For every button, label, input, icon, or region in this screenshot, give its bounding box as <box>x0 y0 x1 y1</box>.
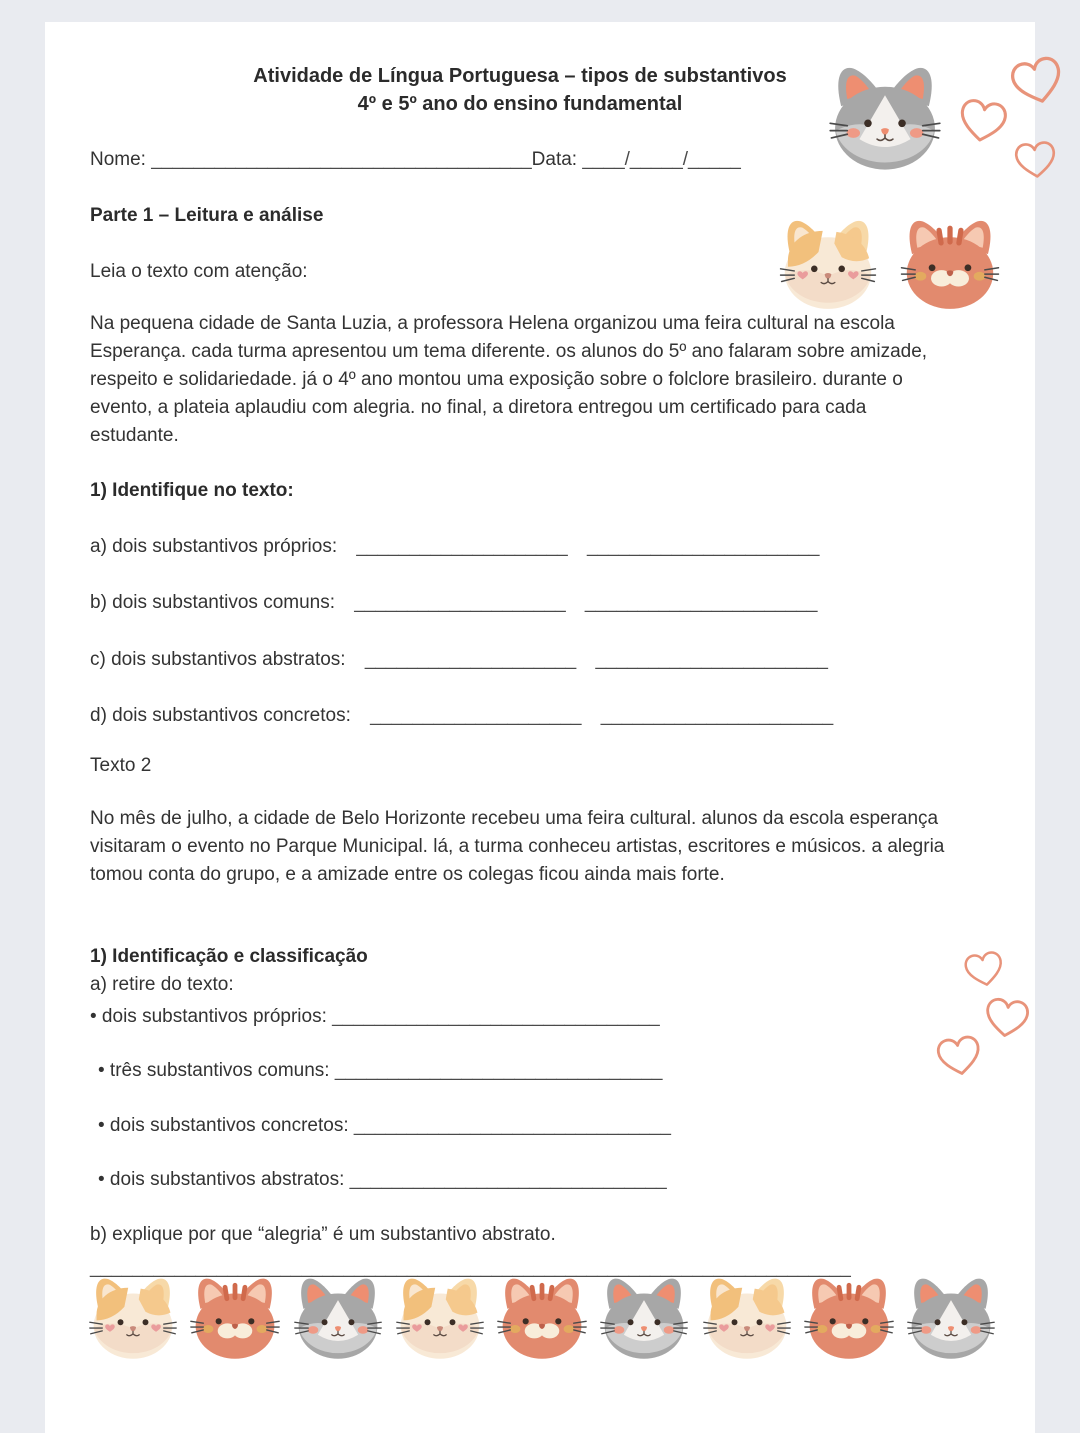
gray-cat-illustration <box>903 1272 999 1361</box>
reading-text-2: No mês de julho, a cidade de Belo Horizonte recebeu uma feira cultural. alunos da escola esperança visitaram o evento no Parque Municipal. lá, a turma conheceu artistas, escritores e músicos. a alegria tomou conta do grupo, e a amizade entre os colegas ficou ainda mais forte. <box>90 808 945 885</box>
question1-item-a <box>90 533 820 561</box>
question2-item-3 <box>90 1112 671 1140</box>
question2-item-3-label: • dois substantivos concretos: <box>98 1115 349 1136</box>
page-title-line1: Atividade de Língua Portuguesa – tipos de substantivos <box>253 65 787 87</box>
blank-line: _______________________________ <box>332 1006 660 1027</box>
question2b-answer-line: ________________________________________________________________________ <box>90 1257 851 1278</box>
cat-border-row <box>85 1272 999 1361</box>
question1-item-d <box>90 702 833 730</box>
question2-item-2 <box>90 1057 662 1085</box>
blank-line: ______________________ <box>595 649 828 670</box>
texto2-label: Texto 2 <box>90 755 152 776</box>
heart-icon <box>931 1027 988 1081</box>
blank-line: _______________________________ <box>334 1060 663 1081</box>
question1-heading: 1) Identifique no texto: <box>90 480 294 501</box>
orange-cat-illustration <box>897 214 1003 311</box>
blank-line: ____________________ <box>364 649 577 670</box>
question2-item-4-label: • dois substantivos abstratos: <box>98 1169 345 1190</box>
blank-line: ____________________ <box>356 536 568 557</box>
question1-item-c <box>90 646 828 674</box>
name-date-row <box>90 146 741 174</box>
gray-cat-illustration <box>596 1272 692 1361</box>
question2-item-1 <box>90 1003 660 1031</box>
calico-cat-illustration <box>775 214 881 311</box>
heart-icon <box>952 90 1013 149</box>
orange-cat-illustration <box>494 1272 590 1361</box>
question2-item-2-label: • três substantivos comuns: <box>98 1060 330 1081</box>
question1-item-d-label: d) dois substantivos concretos: <box>90 705 351 726</box>
question2-item-4 <box>90 1166 667 1194</box>
heart-icon <box>959 943 1010 992</box>
heart-icon <box>1010 134 1061 184</box>
question1-item-a-label: a) dois substantivos próprios: <box>90 536 338 557</box>
blank-line: ______________________________ <box>353 1115 671 1136</box>
orange-cat-illustration <box>801 1272 897 1361</box>
question2-heading: 1) Identificação e classificação <box>90 946 368 967</box>
name-label: Nome: <box>90 149 146 170</box>
blank-line: ______________________ <box>584 592 818 613</box>
blank-line: ____________________ <box>354 592 566 613</box>
gray-cat-illustration <box>823 60 947 172</box>
calico-cat-illustration <box>699 1272 795 1361</box>
date-label: Data: <box>531 149 578 170</box>
page-title-line2: 4º e 5º ano do ensino fundamental <box>357 93 683 115</box>
name-blank-line: ____________________________________ <box>151 149 532 170</box>
calico-cat-illustration <box>392 1272 488 1361</box>
question1-item-c-label: c) dois substantivos abstratos: <box>90 649 346 670</box>
gray-cat-illustration <box>290 1272 386 1361</box>
date-blank-line: ____/_____/_____ <box>582 149 741 170</box>
worksheet-sheet <box>45 22 1035 1433</box>
hearts-cluster-middle <box>930 947 1055 1097</box>
blank-line: ______________________ <box>587 536 820 557</box>
blank-line: ____________________ <box>370 705 582 726</box>
cat-pair-illustration <box>775 214 1003 311</box>
part1-heading: Parte 1 – Leitura e análise <box>90 205 324 226</box>
blank-line: ______________________ <box>600 705 834 726</box>
blank-line: ______________________________ <box>349 1169 667 1190</box>
question1-item-b-label: b) dois substantivos comuns: <box>90 592 336 613</box>
question1-item-b <box>90 589 817 617</box>
question2-sub-label: a) retire do texto: <box>90 974 234 995</box>
heart-icon <box>979 990 1034 1043</box>
calico-cat-illustration <box>85 1272 181 1361</box>
question2-item-1-label: • dois substantivos próprios: <box>90 1006 327 1027</box>
orange-cat-illustration <box>187 1272 283 1361</box>
part1-instruction: Leia o texto com atenção: <box>90 261 308 282</box>
hearts-cluster-top <box>950 50 1080 200</box>
question2b-label: b) explique por que “alegria” é um substantivo abstrato. <box>90 1224 556 1245</box>
reading-text-1: Na pequena cidade de Santa Luzia, a professora Helena organizou uma feira cultural na escola Esperança. cada turma apresentou um tema diferente. os alunos do 5º ano falaram sobre amizade, respeito e solidariedade. já o 4º ano montou uma exposição sobre o folclore brasileiro. durante o evento, a plateia aplaudiu com alegria. no final, a diretora entregou um certificado para cada estudante. <box>90 313 928 446</box>
